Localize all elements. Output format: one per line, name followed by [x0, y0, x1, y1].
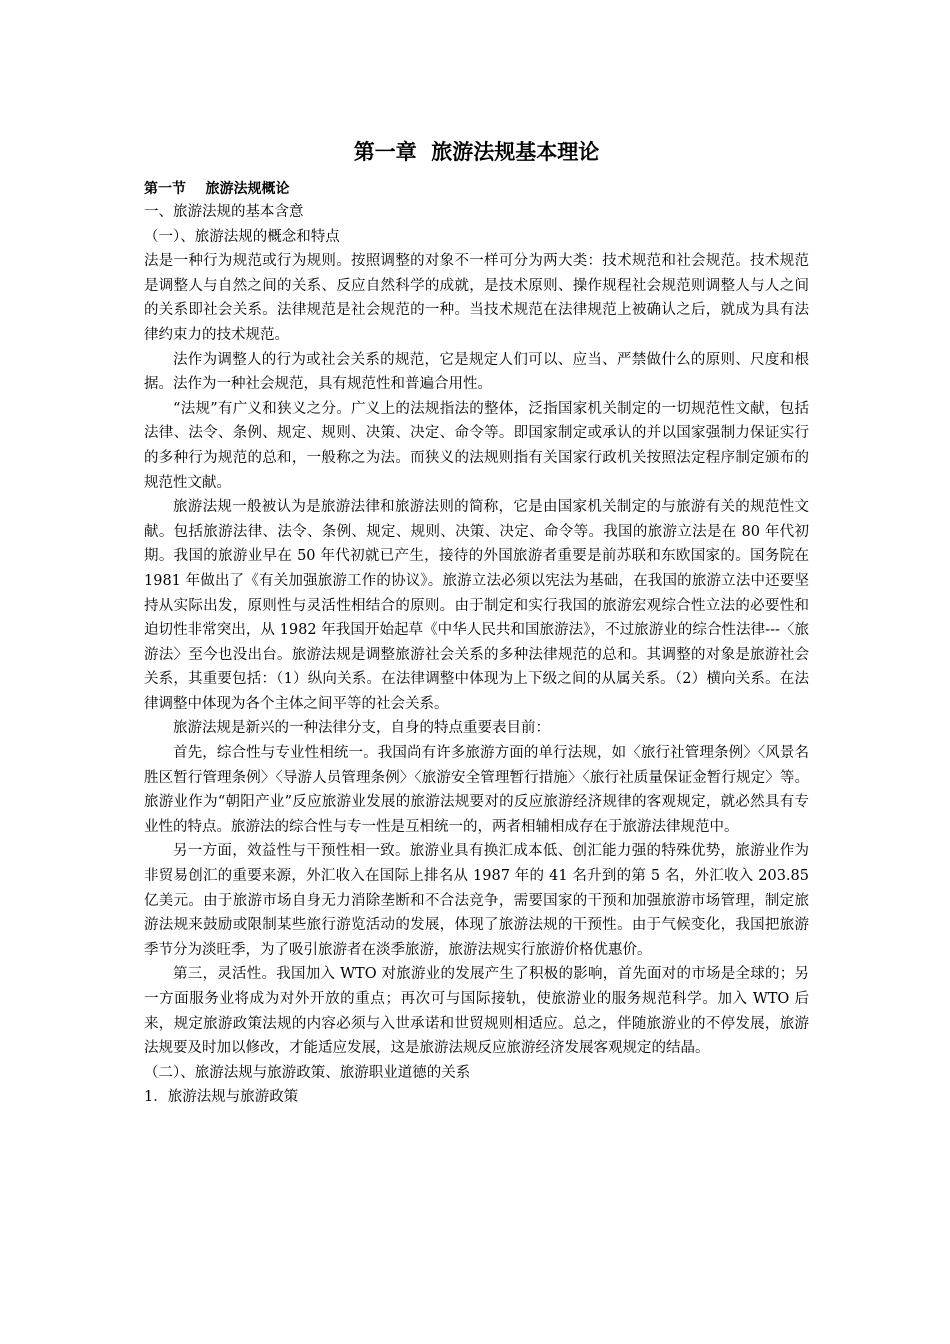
heading-relationship: （二）、旅游法规与旅游政策、旅游职业道德的关系 [144, 1064, 471, 1081]
document-page [144, 136, 809, 1110]
chapter-title: 第一章 旅游法规基本理论 [353, 139, 600, 164]
paragraph-law-definition: 法是一种行为规范或行为规则。按照调整的对象不一样可分为两大类：技术规范和社会规范。技术规范是调整人与自然之间的关系、反应自然科学的成就，是技术原则、操作规程社会规范则调整人与人之间的关系即社会关系。法律规范是社会规范的一种。当技术规范在法律规范上被确认之后，就成为具有法律约束力的技术规范。 [144, 253, 809, 343]
paragraph-feature-flexibility: 第三，灵活性。我国加入 WTO 对旅游业的发展产生了积极的影响，首先面对的市场是全球的；另一方面服务业将成为对外开放的重点；再次可与国际接轨，使旅游业的服务规范科学。加入 WTO 后来，规定旅游政策法规的内容必须与入世承诺和世贸规则相适应。总之，伴随旅游业的不停发展，旅游法规要及时加以修改，才能适应发展，这是旅游法规反应旅游经济发展客观规定的结晶。 [144, 966, 809, 1057]
paragraph-feature-comprehensive: 首先，综合性与专业性相统一。我国尚有许多旅游方面的单行法规，如〈旅行社管理条例〉〈风景名胜区暂行管理条例〉〈导游人员管理条例〉〈旅游安全管理暂行措施〉〈旅行社质量保证金暂行规定〉等。旅游业作为“朝阳产业”反应旅游业发展的旅游法规要对的反应旅游经济规律的客观规定，就必然具有专业性的特点。旅游法的综合性与专一性是互相统一的，两者相辅相成存在于旅游法律规范中。 [144, 745, 809, 835]
heading-concept-and-features: （一）、旅游法规的概念和特点 [144, 228, 340, 245]
section-title: 第一节 旅游法规概论 [144, 181, 290, 197]
paragraph-regulation-scope: “法规”有广义和狭义之分。广义上的法规指法的整体，泛指国家机关制定的一切规范性文献，包括法律、法令、条例、规定、规则、决策、决定、命令等。即国家制定或承认的并以国家强制力保证实行的多种行为规范的总和，一般称之为法。而狭义的法规则指有关国家行政机关按照法定程序制定颁布的规范性文献。 [144, 400, 809, 491]
paragraph-tourism-regulation: 旅游法规一般被认为是旅游法律和旅游法则的简称，它是由国家机关制定的与旅游有关的规范性文献。包括旅游法律、法令、条例、规定、规则、决策、决定、命令等。我国的旅游立法是在 80 年代初期。我国的旅游业早在 50 年代初就已产生，接待的外国旅游者重要是前苏联和东欧国家的。国务院在 1981 年做出了《有关加强旅游工作的协议》。旅游立法必须以宪法为基础，在我国的旅游立法中还要坚持从实际出发，原则性与灵活性相结合的原则。由于制定和实行我国的旅游宏观综合性立法的必要性和迫切性非常突出，从 1982 年我国开始起草《中华人民共和国旅游法》，不过旅游业的综合性法律---〈旅游法〉至今也没出台。旅游法规是调整旅游社会关系的多种法律规范的总和。其调整的对象是旅游社会关系，其重要包括：（1）纵向关系。在法律调整中体现为上下级之间的从属关系。（2）横向关系。在法律调整中体现为各个主体之间平等的社会关系。 [144, 499, 809, 712]
heading-regulation-and-policy: 1．旅游法规与旅游政策 [144, 1089, 299, 1106]
heading-basic-meaning: 一、旅游法规的基本含意 [144, 204, 304, 220]
paragraph-law-function: 法作为调整人的行为或社会关系的规范，它是规定人们可以、应当、严禁做什么的原则、尺度和根据。法作为一种社会规范，具有规范性和普遍合用性。 [144, 351, 809, 393]
paragraph-features-intro: 旅游法规是新兴的一种法律分支，自身的特点重要表目前： [173, 720, 550, 737]
paragraph-feature-efficiency: 另一方面，效益性与干预性相一致。旅游业具有换汇成本低、创汇能力强的特殊优势，旅游业作为非贸易创汇的重要来源，外汇收入在国际上排名从 1987 年的 41 名升到的第 5 名，外汇收入 203.85 亿美元。由于旅游市场自身无力消除垄断和不合法竞争，需要国家的干预和加强旅游市场管理，制定旅游法规来鼓励或限制某些旅行游览活动的发展，体现了旅游法规的干预性。由于气候变化，我国把旅游季节分为淡旺季，为了吸引旅游者在淡季旅游，旅游法规实行旅游价格优惠价。 [144, 843, 809, 958]
